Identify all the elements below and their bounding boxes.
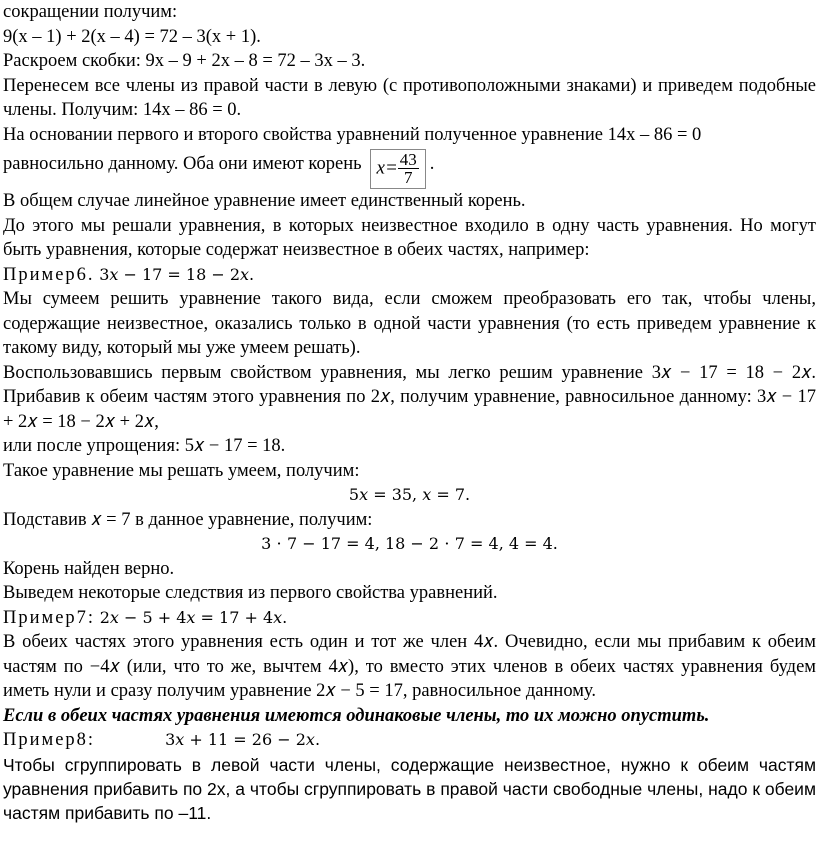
paragraph: До этого мы решали уравнения, в которых неизвестное входило в одну часть уравнения. Но могут быть уравнения, которые содержат неизвестное в обеих частях, например:	[3, 215, 816, 260]
text-line: или после упрощения: 5𝑥 − 17 = 18.	[3, 436, 286, 456]
example-8-line	[3, 728, 816, 753]
text-span: .	[429, 153, 435, 174]
text-line: сокращении получим:	[3, 2, 178, 22]
text-line: Такое уравнение мы решать умеем, получим:	[3, 460, 360, 481]
text-line: В общем случае линейное уравнение имеет единственный корень.	[3, 191, 526, 211]
equation-line: 9(x – 1) + 2(x – 4) = 72 – 3(x + 1).	[3, 26, 261, 47]
fraction	[398, 151, 419, 186]
example-equation: 2𝑥 − 5 + 4𝑥 = 17 + 4𝑥.	[99, 607, 288, 627]
paragraph: Воспользовавшись первым свойством уравнения, мы легко решим уравнение 3𝑥 − 17 = 18 − 2𝑥. Прибавив к обеим частям этого уравнения по 2𝑥, получим уравнение, равносильное данному: 3𝑥 − 17 + 2𝑥 = 18 − 2𝑥 + 2𝑥,	[3, 362, 816, 432]
example-6-line	[3, 263, 816, 288]
paragraph: Мы сумеем решить уравнение такого вида, если сможем преобразовать его так, чтобы члены, содержащие неизвестное, оказались только в одной части уравнения (то есть приведем уравнение к такому виду, который мы уже умеем решать).	[3, 289, 816, 358]
paragraph: На основании первого и второго свойства уравнений полученное уравнение 14x – 86 = 0	[3, 124, 702, 145]
centered-equation: 3 ⋅ 7 − 17 = 4, 18 − 2 ⋅ 7 = 4, 4 = 4.	[261, 534, 558, 553]
centered-equation: 5𝑥 = 35, 𝑥 = 7.	[348, 485, 471, 504]
text-line: Подставив 𝑥 = 7 в данное уравнение, получим:	[3, 509, 373, 530]
example-7-line	[3, 606, 816, 631]
paragraph: Перенесем все члены из правой части в левую (с противоположными знаками) и приведем подобные члены. Получим: 14x – 86 = 0.	[3, 75, 816, 120]
text-line: Корень найден верно.	[3, 558, 175, 579]
text-line: Выведем некоторые следствия из первого свойства уравнений.	[3, 583, 498, 603]
paragraph-root-line	[3, 149, 816, 189]
paragraph: В обеих частях этого уравнения есть один и тот же член 4𝑥. Очевидно, если мы прибавим к обеим частям по −4𝑥 (или, что то же, вычтем 4𝑥), то вместо этих членов в обеих частях уравнения будем иметь нули и сразу получим уравнение 2𝑥 − 5 = 17, равносильное данному.	[3, 632, 816, 701]
example-label: Пример6.	[3, 264, 95, 285]
text-span: равносильно данному. Оба они имеют корень	[3, 153, 362, 174]
text-line: Раскроем скобки: 9x – 9 + 2x – 8 = 72 – 3x – 3.	[3, 51, 366, 71]
fraction-denominator: 7	[404, 168, 413, 187]
bold-italic-rule: Если в обеих частях уравнения имеются одинаковые члены, то их можно опустить.	[3, 705, 710, 726]
example-label: Пример8:	[3, 730, 96, 750]
fraction-variable: x=	[376, 157, 398, 179]
example-label: Пример7:	[3, 607, 96, 628]
example-equation: 3𝑥 + 11 = 26 − 2𝑥.	[165, 730, 321, 749]
paragraph-sans: Чтобы сгруппировать в левой части члены, содержащие неизвестное, нужно к обеим частям уравнения прибавить по 2x, а чтобы сгруппировать в правой части свободные члены, надо к обеим частям прибавить по –11.	[3, 754, 816, 823]
example-equation: 3𝑥 − 17 = 18 − 2𝑥.	[99, 264, 255, 284]
fraction-numerator: 43	[399, 150, 417, 169]
root-fraction-image	[370, 149, 426, 189]
